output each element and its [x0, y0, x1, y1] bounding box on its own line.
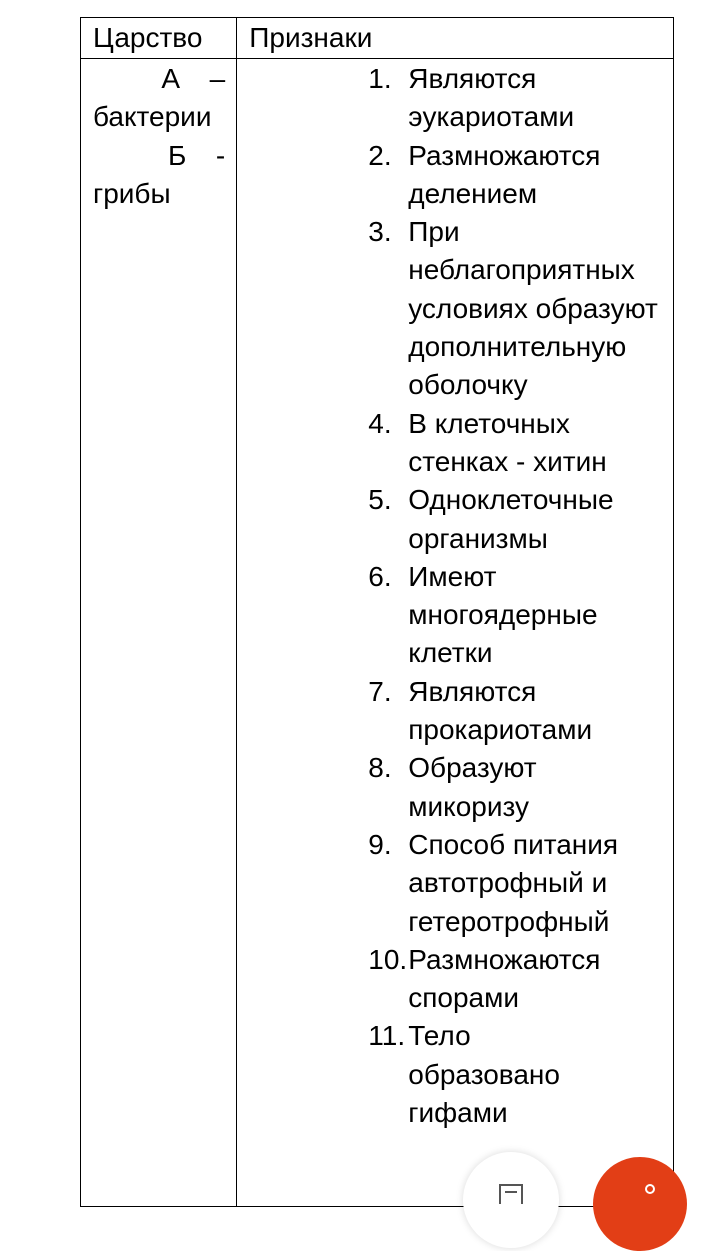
trait-number: 10.: [368, 943, 408, 975]
search-icon: [645, 1184, 655, 1194]
trait-number: 11.: [368, 1020, 406, 1052]
list-item: [368, 941, 673, 1018]
trait-number: 2.: [368, 139, 392, 171]
trait-number: 4.: [368, 407, 392, 439]
trait-text: Размножаются делением: [408, 139, 601, 209]
list-item: [368, 558, 673, 673]
list-item: [368, 137, 673, 214]
table-header-row: [81, 18, 674, 59]
traits-cell: [237, 59, 674, 1207]
kingdoms-table: [80, 17, 674, 1207]
list-item: [368, 826, 673, 941]
trait-text: Имеют многоядерные клетки: [408, 560, 598, 669]
trait-text: Одноклеточные организмы: [408, 484, 614, 554]
trait-text: Образуют микоризу: [408, 752, 537, 822]
kingdom-a-dash: –: [209, 63, 226, 94]
header-traits: Признаки: [237, 18, 674, 59]
trait-text: Являются эукариотами: [408, 63, 575, 133]
trait-number: 7.: [368, 675, 392, 707]
trait-number: 8.: [368, 752, 392, 784]
list-item: [368, 1017, 673, 1132]
list-item: [368, 405, 673, 482]
kingdom-a-letter-line: [93, 60, 225, 98]
list-item: [368, 60, 673, 137]
kingdom-b-letter: Б: [167, 139, 187, 171]
list-item: [368, 481, 673, 558]
trait-text: При неблагоприятных условиях образуют дополнительную оболочку: [408, 216, 658, 401]
trait-text: Способ питания автотрофный и гетеротрофный: [408, 828, 619, 937]
trait-number: 6.: [368, 560, 392, 592]
trait-text: Являются прокариотами: [408, 675, 593, 746]
trait-number: 5.: [368, 484, 392, 516]
note-icon: [499, 1184, 523, 1204]
kingdom-b-dash: -: [215, 139, 226, 171]
trait-text: Размножаются спорами: [408, 943, 601, 1014]
trait-number: 3.: [368, 216, 392, 248]
trait-number: 1.: [368, 63, 392, 94]
kingdom-cell: [81, 59, 237, 1207]
kingdom-b-letter-line: [93, 137, 225, 175]
table-row: [81, 59, 674, 1207]
list-item: [368, 673, 673, 750]
trait-text: В клеточных стенках - хитин: [408, 407, 607, 477]
list-item: [368, 213, 673, 404]
kingdom-a-name: бактерии: [93, 101, 212, 133]
search-button[interactable]: [593, 1157, 687, 1251]
traits-list: [237, 60, 673, 1132]
header-kingdom: Царство: [81, 18, 237, 59]
list-item: [368, 749, 673, 826]
note-button[interactable]: [463, 1152, 559, 1248]
kingdom-a-letter: А: [161, 63, 181, 94]
trait-number: 9.: [368, 828, 392, 860]
kingdom-b-name: грибы: [93, 177, 171, 209]
trait-text: Тело образовано гифами: [408, 1020, 560, 1129]
